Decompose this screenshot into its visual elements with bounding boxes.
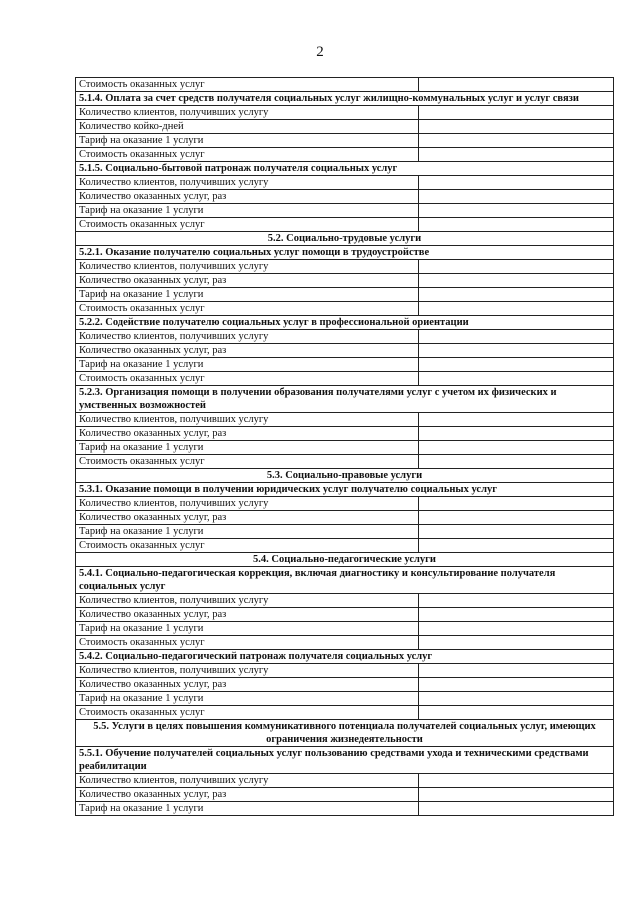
table-row: [76, 706, 614, 720]
row-value-cell: [419, 525, 614, 539]
row-value-cell: [419, 190, 614, 204]
table-row: [76, 288, 614, 302]
table-row: [76, 441, 614, 455]
table-row: [76, 427, 614, 441]
services-table-body: [76, 78, 614, 816]
row-value-cell: [419, 427, 614, 441]
row-value-cell: [419, 594, 614, 608]
subsection-heading: 5.2.3. Организация помощи в получении образования получателями услуг с учетом их физических и умственных возможностей: [76, 386, 614, 413]
row-value-cell: [419, 344, 614, 358]
subsection-heading: 5.4.2. Социально-педагогический патронаж получателя социальных услуг: [76, 650, 614, 664]
table-row: [76, 594, 614, 608]
row-value-cell: [419, 539, 614, 553]
row-label: Количество оказанных услуг, раз: [76, 608, 419, 622]
table-row: [76, 260, 614, 274]
subsection-heading: 5.1.5. Социально-бытовой патронаж получателя социальных услуг: [76, 162, 614, 176]
row-label: Количество оказанных услуг, раз: [76, 274, 419, 288]
table-row: [76, 455, 614, 469]
section-heading-row: [76, 469, 614, 483]
table-row: [76, 525, 614, 539]
page-number: 2: [316, 44, 324, 60]
row-value-cell: [419, 288, 614, 302]
row-label: Стоимость оказанных услуг: [76, 302, 419, 316]
row-label: Тариф на оказание 1 услуги: [76, 525, 419, 539]
section-heading: 5.4. Социально-педагогические услуги: [76, 553, 614, 567]
table-row: [76, 372, 614, 386]
row-label: Количество оказанных услуг, раз: [76, 511, 419, 525]
table-row: [76, 664, 614, 678]
row-label: Количество клиентов, получивших услугу: [76, 413, 419, 427]
table-row: [76, 120, 614, 134]
row-label: Количество клиентов, получивших услугу: [76, 176, 419, 190]
row-value-cell: [419, 218, 614, 232]
row-label: Количество клиентов, получивших услугу: [76, 497, 419, 511]
row-label: Тариф на оказание 1 услуги: [76, 204, 419, 218]
subsection-heading: 5.4.1. Социально-педагогическая коррекция, включая диагностику и консультирование получателя социальных услуг: [76, 567, 614, 594]
row-label: Тариф на оказание 1 услуги: [76, 802, 419, 816]
row-value-cell: [419, 176, 614, 190]
row-value-cell: [419, 678, 614, 692]
table-row: [76, 413, 614, 427]
row-value-cell: [419, 358, 614, 372]
subsection-heading-row: [76, 246, 614, 260]
row-value-cell: [419, 441, 614, 455]
row-value-cell: [419, 106, 614, 120]
section-heading: 5.3. Социально-правовые услуги: [76, 469, 614, 483]
row-label: Стоимость оказанных услуг: [76, 636, 419, 650]
subsection-heading-row: [76, 650, 614, 664]
row-value-cell: [419, 78, 614, 92]
row-label: Количество оказанных услуг, раз: [76, 190, 419, 204]
row-value-cell: [419, 497, 614, 511]
row-label: Количество койко-дней: [76, 120, 419, 134]
row-label: Тариф на оказание 1 услуги: [76, 134, 419, 148]
table-row: [76, 176, 614, 190]
subsection-heading: 5.3.1. Оказание помощи в получении юридических услуг получателю социальных услуг: [76, 483, 614, 497]
table-row: [76, 497, 614, 511]
table-row: [76, 692, 614, 706]
row-value-cell: [419, 134, 614, 148]
table-row: [76, 330, 614, 344]
row-label: Количество клиентов, получивших услугу: [76, 774, 419, 788]
row-value-cell: [419, 706, 614, 720]
row-label: Тариф на оказание 1 услуги: [76, 441, 419, 455]
table-row: [76, 636, 614, 650]
table-row: [76, 218, 614, 232]
row-value-cell: [419, 372, 614, 386]
row-value-cell: [419, 148, 614, 162]
table-row: [76, 78, 614, 92]
table-row: [76, 190, 614, 204]
table-row: [76, 344, 614, 358]
subsection-heading-row: [76, 483, 614, 497]
section-heading-row: [76, 720, 614, 747]
subsection-heading: 5.1.4. Оплата за счет средств получателя социальных услуг жилищно-коммунальных услуг и услуг связи: [76, 92, 614, 106]
row-label: Количество клиентов, получивших услугу: [76, 664, 419, 678]
section-heading: 5.5. Услуги в целях повышения коммуникативного потенциала получателей социальных услуг, имеющих ограничения жизнедеятельности: [76, 720, 614, 747]
table-row: [76, 678, 614, 692]
table-row: [76, 358, 614, 372]
row-value-cell: [419, 413, 614, 427]
table-row: [76, 134, 614, 148]
row-label: Стоимость оказанных услуг: [76, 372, 419, 386]
row-value-cell: [419, 774, 614, 788]
row-value-cell: [419, 274, 614, 288]
row-value-cell: [419, 608, 614, 622]
subsection-heading-row: [76, 92, 614, 106]
row-value-cell: [419, 120, 614, 134]
table-row: [76, 148, 614, 162]
row-value-cell: [419, 204, 614, 218]
table-row: [76, 622, 614, 636]
row-value-cell: [419, 511, 614, 525]
row-value-cell: [419, 692, 614, 706]
row-value-cell: [419, 802, 614, 816]
row-label: Количество клиентов, получивших услугу: [76, 260, 419, 274]
table-row: [76, 774, 614, 788]
subsection-heading: 5.5.1. Обучение получателей социальных услуг пользованию средствами ухода и техническими средствами реабилитации: [76, 747, 614, 774]
row-label: Количество оказанных услуг, раз: [76, 427, 419, 441]
row-label: Стоимость оказанных услуг: [76, 148, 419, 162]
row-label: Стоимость оказанных услуг: [76, 218, 419, 232]
row-value-cell: [419, 664, 614, 678]
table-row: [76, 608, 614, 622]
row-label: Количество оказанных услуг, раз: [76, 344, 419, 358]
subsection-heading: 5.2.1. Оказание получателю социальных услуг помощи в трудоустройстве: [76, 246, 614, 260]
table-row: [76, 788, 614, 802]
row-label: Тариф на оказание 1 услуги: [76, 622, 419, 636]
row-label: Количество оказанных услуг, раз: [76, 678, 419, 692]
row-label: Стоимость оказанных услуг: [76, 706, 419, 720]
row-label: Тариф на оказание 1 услуги: [76, 692, 419, 706]
row-label: Стоимость оказанных услуг: [76, 78, 419, 92]
row-label: Тариф на оказание 1 услуги: [76, 358, 419, 372]
row-label: Количество клиентов, получивших услугу: [76, 330, 419, 344]
table-row: [76, 204, 614, 218]
row-value-cell: [419, 330, 614, 344]
subsection-heading-row: [76, 567, 614, 594]
row-value-cell: [419, 302, 614, 316]
section-heading: 5.2. Социально-трудовые услуги: [76, 232, 614, 246]
table-row: [76, 106, 614, 120]
subsection-heading-row: [76, 162, 614, 176]
table-row: [76, 802, 614, 816]
row-label: Стоимость оказанных услуг: [76, 539, 419, 553]
row-label: Стоимость оказанных услуг: [76, 455, 419, 469]
row-value-cell: [419, 622, 614, 636]
row-label: Количество оказанных услуг, раз: [76, 788, 419, 802]
subsection-heading: 5.2.2. Содействие получателю социальных услуг в профессиональной ориентации: [76, 316, 614, 330]
row-value-cell: [419, 636, 614, 650]
subsection-heading-row: [76, 747, 614, 774]
row-value-cell: [419, 455, 614, 469]
subsection-heading-row: [76, 386, 614, 413]
services-table: [75, 77, 614, 816]
row-value-cell: [419, 260, 614, 274]
section-heading-row: [76, 232, 614, 246]
subsection-heading-row: [76, 316, 614, 330]
row-label: Тариф на оказание 1 услуги: [76, 288, 419, 302]
table-row: [76, 302, 614, 316]
section-heading-row: [76, 553, 614, 567]
table-row: [76, 274, 614, 288]
row-value-cell: [419, 788, 614, 802]
table-row: [76, 539, 614, 553]
table-row: [76, 511, 614, 525]
row-label: Количество клиентов, получивших услугу: [76, 106, 419, 120]
row-label: Количество клиентов, получивших услугу: [76, 594, 419, 608]
